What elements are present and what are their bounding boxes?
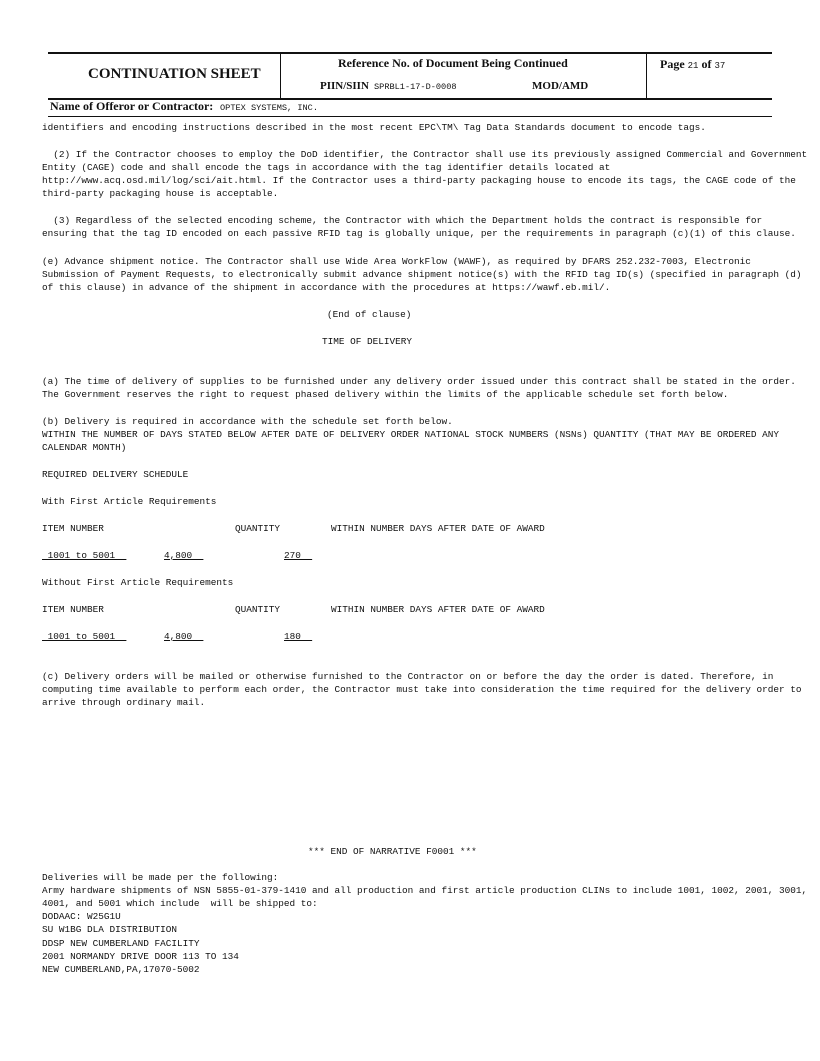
body-line: computing time available to perform each order, the Contractor must take into consideration the time required for the delivery order to bbox=[42, 684, 802, 695]
schedule-days-value: 180 bbox=[284, 631, 313, 642]
address-line: DDSP NEW CUMBERLAND FACILITY bbox=[42, 938, 200, 949]
reference-title: Reference No. of Document Being Continued bbox=[338, 56, 568, 70]
schedule-header-days: WITHIN NUMBER DAYS AFTER DATE OF AWARD bbox=[331, 523, 545, 534]
body-line: Submission of Payment Requests, to electronically submit advance shipment notice(s) with the RFID tag ID(s) (specified in paragraph (d) bbox=[42, 269, 802, 280]
schedule-item-value: 1001 to 5001 bbox=[42, 631, 127, 642]
schedule-header-item: ITEM NUMBER bbox=[42, 604, 104, 615]
page-cell bbox=[646, 54, 772, 98]
address-line: NEW CUMBERLAND,PA,17070-5002 bbox=[42, 964, 200, 975]
body-line: 4001, and 5001 which include will be shipped to: bbox=[42, 898, 318, 909]
page-number: 21 bbox=[687, 61, 699, 71]
piin-value: SPRBL1-17-D-0008 bbox=[374, 82, 457, 92]
body-line: (2) If the Contractor chooses to employ the DoD identifier, the Contractor shall use its previously assigned Commercial and Government bbox=[42, 149, 808, 160]
schedule-quantity-value: 4,800 bbox=[164, 550, 204, 561]
piin-label: PIIN/SIIN bbox=[320, 80, 369, 92]
body-line: of this clause) in advance of the shipment in accordance with the procedures at https://wawf.eb.mil/. bbox=[42, 282, 611, 293]
body-line: REQUIRED DELIVERY SCHEDULE bbox=[42, 469, 189, 480]
mod-amd-label: MOD/AMD bbox=[532, 80, 589, 92]
offeror-row bbox=[48, 98, 772, 117]
body-line: (c) Delivery orders will be mailed or otherwise furnished to the Contractor on or before the day the order is dated. Therefore, in bbox=[42, 671, 774, 682]
sheet-title: CONTINUATION SHEET bbox=[88, 66, 261, 82]
body-line: ensuring that the tag ID encoded on each passive RFID tag is globally unique, per the requirements in paragraph (c)(1) of this clause. bbox=[42, 228, 796, 239]
time-of-delivery-heading: TIME OF DELIVERY bbox=[322, 336, 413, 347]
address-line: DODAAC: W25G1U bbox=[42, 911, 121, 922]
body-line: (a) The time of delivery of supplies to be furnished under any delivery order issued under this contract shall be stated in the order. bbox=[42, 376, 796, 387]
body-line: Deliveries will be made per the following: bbox=[42, 872, 279, 883]
end-of-narrative: *** END OF NARRATIVE F0001 *** bbox=[308, 846, 477, 857]
body-line: WITHIN THE NUMBER OF DAYS STATED BELOW AFTER DATE OF DELIVERY ORDER NATIONAL STOCK NUMBERS (NSNs) QUANTITY (THAT MAY BE ORDERED ANY bbox=[42, 429, 779, 440]
body-line: CALENDAR MONTH) bbox=[42, 442, 127, 453]
schedule-item-value: 1001 to 5001 bbox=[42, 550, 127, 561]
reference-cell bbox=[280, 54, 647, 98]
address-line: SU W1BG DLA DISTRIBUTION bbox=[42, 924, 178, 935]
sheet-title-cell bbox=[48, 54, 281, 98]
page-label: Page bbox=[660, 57, 685, 71]
body-line: Army hardware shipments of NSN 5855-01-379-1410 and all production and first article production CLINs to include 1001, 1002, 2001, 3001, bbox=[42, 885, 808, 896]
of-label: of bbox=[701, 57, 712, 71]
schedule-header-quantity: QUANTITY bbox=[235, 523, 281, 534]
body-line: identifiers and encoding instructions described in the most recent EPC\TM\ Tag Data Standards document to encode tags. bbox=[42, 122, 706, 133]
schedule-header-quantity: QUANTITY bbox=[235, 604, 281, 615]
body-line: Without First Article Requirements bbox=[42, 577, 234, 588]
page-total: 37 bbox=[714, 61, 726, 71]
body-line: (b) Delivery is required in accordance with the schedule set forth below. bbox=[42, 416, 453, 427]
body-line: third-party packaging house is acceptable. bbox=[42, 188, 279, 199]
offeror-label: Name of Offeror or Contractor: bbox=[50, 99, 214, 113]
body-line: The Government reserves the right to request phased delivery within the limits of the applicable schedule set forth below. bbox=[42, 389, 729, 400]
schedule-header-days: WITHIN NUMBER DAYS AFTER DATE OF AWARD bbox=[331, 604, 545, 615]
body-line: Entity (CAGE) code and shall encode the tags in accordance with the tag identifier details located at bbox=[42, 162, 611, 173]
page-indicator bbox=[660, 57, 725, 72]
end-of-clause: (End of clause) bbox=[327, 309, 412, 320]
body-line: (3) Regardless of the selected encoding scheme, the Contractor with which the Department holds the contract is responsible for bbox=[42, 215, 763, 226]
body-line: arrive through ordinary mail. bbox=[42, 697, 206, 708]
schedule-quantity-value: 4,800 bbox=[164, 631, 204, 642]
address-line: 2001 NORMANDY DRIVE DOOR 113 TO 134 bbox=[42, 951, 239, 962]
body-line: http://www.acq.osd.mil/log/sci/ait.html. If the Contractor uses a third-party packaging house to encode its tags, the CAGE code of the bbox=[42, 175, 796, 186]
schedule-days-value: 270 bbox=[284, 550, 313, 561]
offeror-value: OPTEX SYSTEMS, INC. bbox=[220, 103, 318, 113]
body-line: With First Article Requirements bbox=[42, 496, 217, 507]
schedule-header-item: ITEM NUMBER bbox=[42, 523, 104, 534]
continuation-header bbox=[48, 52, 772, 100]
body-line: (e) Advance shipment notice. The Contractor shall use Wide Area WorkFlow (WAWF), as required by DFARS 252.232-7003, Electronic bbox=[42, 256, 751, 267]
